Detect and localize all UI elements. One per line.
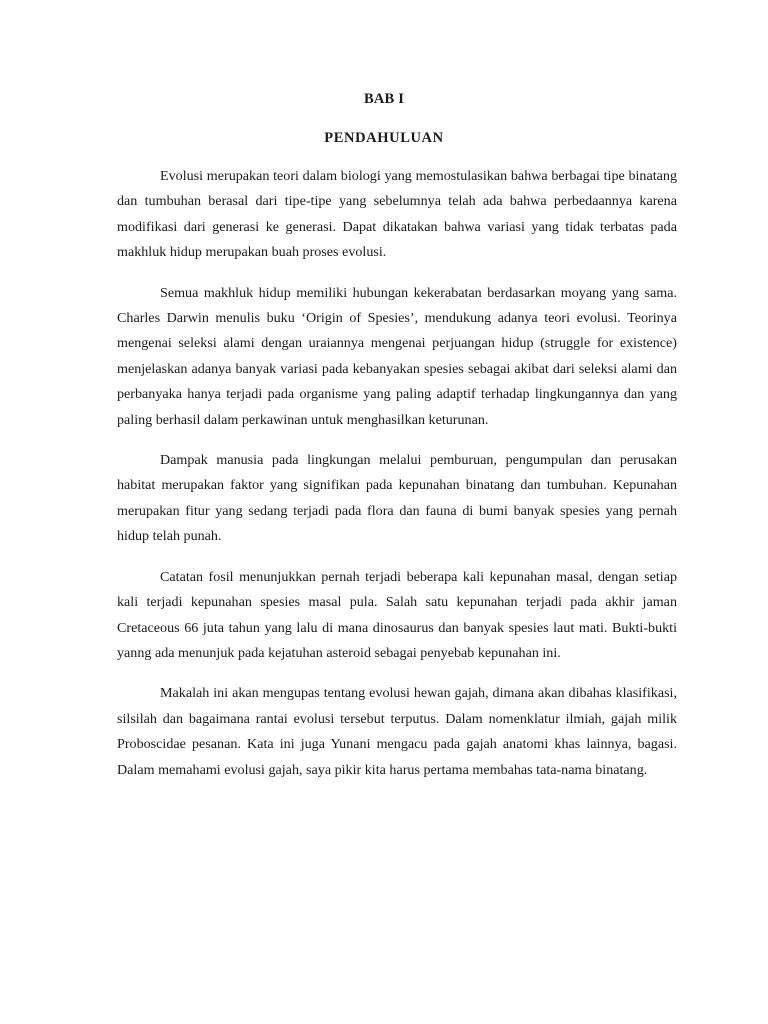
paragraph: Catatan fosil menunjukkan pernah terjadi beberapa kali kepunahan masal, dengan setiap kali terjadi kepunahan spesies masal pula. Salah satu kepunahan terjadi pada akhir jaman Cretaceous 66 juta tahun yang lalu di mana dinosaurus dan banyak spesies laut mati. Bukti-bukti yanng ada menunjuk pada kejatuhan asteroid sebagai penyebab kepunahan ini. <box>117 568 677 661</box>
paragraph: Dampak manusia pada lingkungan melalui pemburuan, pengumpulan dan perusakan habitat merupakan faktor yang signifikan pada kepunahan binatang dan tumbuhan. Kepunahan merupakan fitur yang sedang terjadi pada flora dan fauna di bumi banyak spesies yang pernah hidup telah punah. <box>117 452 677 545</box>
chapter-heading: BAB I <box>363 91 405 107</box>
chapter-title: PENDAHULUAN <box>324 130 444 146</box>
paragraph: Makalah ini akan mengupas tentang evolusi hewan gajah, dimana akan dibahas klasifikasi, silsilah dan bagaimana rantai evolusi tersebut terputus. Dalam nomenklatur ilmiah, gajah milik Proboscidae pesanan. Kata ini juga Yunani mengacu pada gajah anatomi khas lainnya, bagasi. Dalam memahami evolusi gajah, saya pikir kita harus pertama membahas tata-nama binatang. <box>117 685 677 778</box>
paragraph: Semua makhluk hidup memiliki hubungan kekerabatan berdasarkan moyang yang sama. Charles Darwin menulis buku ‘Origin of Spesies’, mendukung adanya teori evolusi. Teorinya mengenai seleksi alami dengan uraiannya mengenai perjuangan hidup (struggle for existence) menjelaskan adanya banyak variasi pada kebanyakan spesies sebagai akibat dari seleksi alami dan perbanyaka hanya terjadi pada organisme yang paling adaptif terhadap lingkungannya dan yang paling berhasil dalam perkawinan untuk menghasilkan keturunan. <box>117 284 677 428</box>
paragraph: Evolusi merupakan teori dalam biologi yang memostulasikan bahwa berbagai tipe binatang dan tumbuhan berasal dari tipe-tipe yang sebelumnya telah ada bahwa perbedaannya karena modifikasi dari generasi ke generasi. Dapat dikatakan bahwa variasi yang tidak terbatas pada makhluk hidup merupakan buah proses evolusi. <box>117 168 677 261</box>
document-body <box>117 164 677 798</box>
